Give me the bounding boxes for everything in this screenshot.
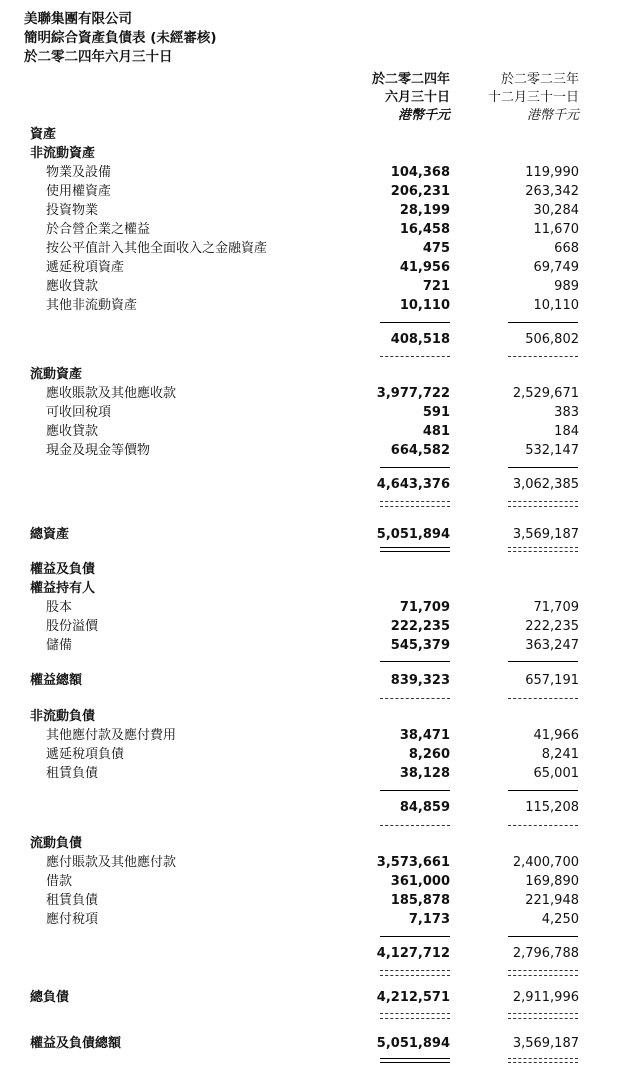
value-2024: 104,368 <box>390 165 450 180</box>
subtotal-row <box>0 945 631 963</box>
table-row <box>0 873 631 891</box>
value-2024: 408,518 <box>390 332 450 347</box>
value-2024: 475 <box>422 241 450 256</box>
table-row <box>0 599 631 617</box>
section-label: 權益總額 <box>30 673 83 688</box>
section-label: 非流動負債 <box>30 709 96 724</box>
value-2024: 5,051,894 <box>376 527 450 542</box>
value-2024: 38,128 <box>399 766 450 781</box>
col-2024-line1: 於二零二四年 <box>371 72 450 87</box>
rule <box>380 1013 450 1014</box>
value-2023: 222,235 <box>525 619 579 634</box>
value-2024: 71,709 <box>399 600 450 615</box>
value-2023: 3,569,187 <box>512 1036 579 1051</box>
value-2023: 10,110 <box>533 298 579 313</box>
table-row <box>0 637 631 655</box>
row-label: 應收貸款 <box>46 279 99 294</box>
value-2024: 185,878 <box>390 893 450 908</box>
value-2024: 4,127,712 <box>376 946 450 961</box>
section-label: 總負債 <box>30 990 70 1005</box>
row-label: 可收回稅項 <box>46 405 112 420</box>
rule <box>380 936 450 937</box>
value-2023: 65,001 <box>533 766 579 781</box>
value-2024: 7,173 <box>408 912 450 927</box>
table-row <box>0 423 631 441</box>
value-2024: 3,573,661 <box>376 855 450 870</box>
total-equity-row <box>0 672 631 690</box>
value-2023: 4,250 <box>541 912 579 927</box>
rule <box>380 356 450 357</box>
row-label: 借款 <box>46 874 73 889</box>
value-2023: 3,062,385 <box>512 477 579 492</box>
double-rule <box>380 1058 450 1063</box>
rule <box>380 1018 450 1019</box>
rule <box>380 825 450 826</box>
row-label: 應收貸款 <box>46 424 99 439</box>
value-2023: 2,796,788 <box>512 946 579 961</box>
rule <box>508 970 578 971</box>
total-assets-row <box>0 526 631 544</box>
col-2023-unit: 港幣千元 <box>526 108 579 123</box>
subtotal-row <box>0 799 631 817</box>
section-label: 權益及負債總額 <box>30 1036 122 1051</box>
value-2023: 532,147 <box>525 443 579 458</box>
statement-date: 於二零二四年六月三十日 <box>24 49 173 65</box>
row-label: 儲備 <box>46 638 73 653</box>
value-2024: 4,212,571 <box>376 990 450 1005</box>
col-2024-line2: 六月三十日 <box>384 90 450 105</box>
value-2023: 71,709 <box>533 600 579 615</box>
section-non-current-liabilities <box>0 708 631 726</box>
value-2023: 11,670 <box>533 222 579 237</box>
value-2023: 2,529,671 <box>512 386 579 401</box>
rule <box>508 975 578 976</box>
row-label: 股本 <box>46 600 73 615</box>
value-2023: 263,342 <box>525 184 579 199</box>
value-2024: 664,582 <box>390 443 450 458</box>
rule <box>508 547 578 548</box>
rule <box>508 506 578 507</box>
value-2023: 383 <box>554 405 579 420</box>
value-2023: 657,191 <box>525 673 579 688</box>
table-row <box>0 259 631 277</box>
col-2024-unit: 港幣千元 <box>397 108 450 123</box>
rule <box>508 467 578 468</box>
section-assets <box>0 126 631 144</box>
row-label: 使用權資產 <box>46 184 112 199</box>
value-2024: 206,231 <box>390 184 450 199</box>
table-row <box>0 727 631 745</box>
rule <box>380 661 450 662</box>
row-label: 現金及現金等價物 <box>46 443 151 458</box>
value-2024: 8,260 <box>408 747 450 762</box>
table-row <box>0 221 631 239</box>
value-2023: 2,400,700 <box>512 855 579 870</box>
company-name: 美聯集團有限公司 <box>24 11 132 27</box>
section-equity-holders <box>0 580 631 598</box>
value-2024: 3,977,722 <box>376 386 450 401</box>
rule <box>508 1013 578 1014</box>
value-2023: 3,569,187 <box>512 527 579 542</box>
value-2023: 8,241 <box>541 747 579 762</box>
total-liabilities-row <box>0 989 631 1007</box>
row-label: 應付稅項 <box>46 912 99 927</box>
rule <box>508 1062 578 1063</box>
rule <box>380 970 450 971</box>
value-2024: 5,051,894 <box>376 1036 450 1051</box>
table-row <box>0 442 631 460</box>
row-label: 其他非流動資產 <box>46 298 138 313</box>
value-2024: 222,235 <box>390 619 450 634</box>
value-2023: 506,802 <box>525 332 579 347</box>
value-2023: 41,966 <box>533 728 579 743</box>
table-row <box>0 385 631 403</box>
section-current-liabilities <box>0 835 631 853</box>
rule <box>508 698 578 699</box>
col-2023-line2: 十二月三十一日 <box>487 90 579 105</box>
row-label: 股份溢價 <box>46 619 99 634</box>
rule <box>508 356 578 357</box>
value-2023: 363,247 <box>525 638 579 653</box>
value-2024: 4,643,376 <box>376 477 450 492</box>
section-label: 流動負債 <box>30 836 83 851</box>
value-2024: 16,458 <box>399 222 450 237</box>
table-row <box>0 854 631 872</box>
subtotal-row <box>0 331 631 349</box>
value-2023: 668 <box>554 241 579 256</box>
value-2023: 2,911,996 <box>512 990 579 1005</box>
value-2024: 481 <box>422 424 450 439</box>
row-label: 於合營企業之權益 <box>46 222 151 237</box>
section-label: 資產 <box>30 127 57 142</box>
rule <box>508 551 578 552</box>
table-row <box>0 202 631 220</box>
row-label: 投資物業 <box>46 203 99 218</box>
section-label: 權益及負債 <box>30 562 96 577</box>
rule <box>380 790 450 791</box>
double-rule <box>380 547 450 552</box>
rule <box>380 322 450 323</box>
row-label: 其他應付款及應付費用 <box>46 728 177 743</box>
value-2024: 361,000 <box>390 874 450 889</box>
value-2023: 119,990 <box>525 165 579 180</box>
rule <box>380 501 450 502</box>
value-2023: 30,284 <box>533 203 579 218</box>
value-2023: 115,208 <box>525 800 579 815</box>
table-row <box>0 404 631 422</box>
table-row <box>0 240 631 258</box>
rule <box>508 501 578 502</box>
statement-title: 簡明綜合資產負債表 (未經審核) <box>24 30 217 46</box>
row-label: 租賃負債 <box>46 893 99 908</box>
row-label: 遞延稅項資產 <box>46 260 125 275</box>
value-2024: 721 <box>422 279 450 294</box>
table-row <box>0 618 631 636</box>
row-label: 租賃負債 <box>46 766 99 781</box>
total-equity-and-liabilities-row <box>0 1035 631 1053</box>
rule <box>508 936 578 937</box>
row-label: 按公平值計入其他全面收入之金融資產 <box>46 241 268 256</box>
value-2024: 41,956 <box>399 260 450 275</box>
value-2024: 38,471 <box>399 728 450 743</box>
table-row <box>0 892 631 910</box>
value-2024: 839,323 <box>390 673 450 688</box>
rule <box>508 1058 578 1059</box>
table-row <box>0 183 631 201</box>
row-label: 應付賬款及其他應付款 <box>46 855 177 870</box>
table-row <box>0 278 631 296</box>
rule <box>508 825 578 826</box>
value-2023: 221,948 <box>525 893 579 908</box>
value-2024: 545,379 <box>390 638 450 653</box>
rule <box>508 661 578 662</box>
table-row <box>0 911 631 929</box>
value-2023: 169,890 <box>525 874 579 889</box>
col-2023-line1: 於二零二三年 <box>500 72 579 87</box>
section-non-current-assets <box>0 145 631 163</box>
section-label: 總資產 <box>30 527 70 542</box>
rule <box>380 506 450 507</box>
value-2023: 184 <box>554 424 579 439</box>
value-2023: 69,749 <box>533 260 579 275</box>
section-label: 流動資產 <box>30 367 83 382</box>
rule <box>508 1018 578 1019</box>
rule <box>380 467 450 468</box>
row-label: 遞延稅項負債 <box>46 747 125 762</box>
section-current-assets <box>0 366 631 384</box>
table-row <box>0 765 631 783</box>
section-label: 權益持有人 <box>30 581 96 596</box>
rule <box>508 790 578 791</box>
section-equity-and-liabilities <box>0 561 631 579</box>
value-2024: 10,110 <box>399 298 450 313</box>
value-2024: 591 <box>422 405 450 420</box>
row-label: 物業及設備 <box>46 165 112 180</box>
value-2023: 989 <box>554 279 579 294</box>
table-row <box>0 746 631 764</box>
rule <box>380 975 450 976</box>
value-2024: 84,859 <box>399 800 450 815</box>
section-label: 非流動資產 <box>30 146 96 161</box>
table-row <box>0 297 631 315</box>
table-row <box>0 164 631 182</box>
value-2024: 28,199 <box>399 203 450 218</box>
rule <box>508 322 578 323</box>
row-label: 應收賬款及其他應收款 <box>46 386 177 401</box>
subtotal-row <box>0 476 631 494</box>
rule <box>380 698 450 699</box>
